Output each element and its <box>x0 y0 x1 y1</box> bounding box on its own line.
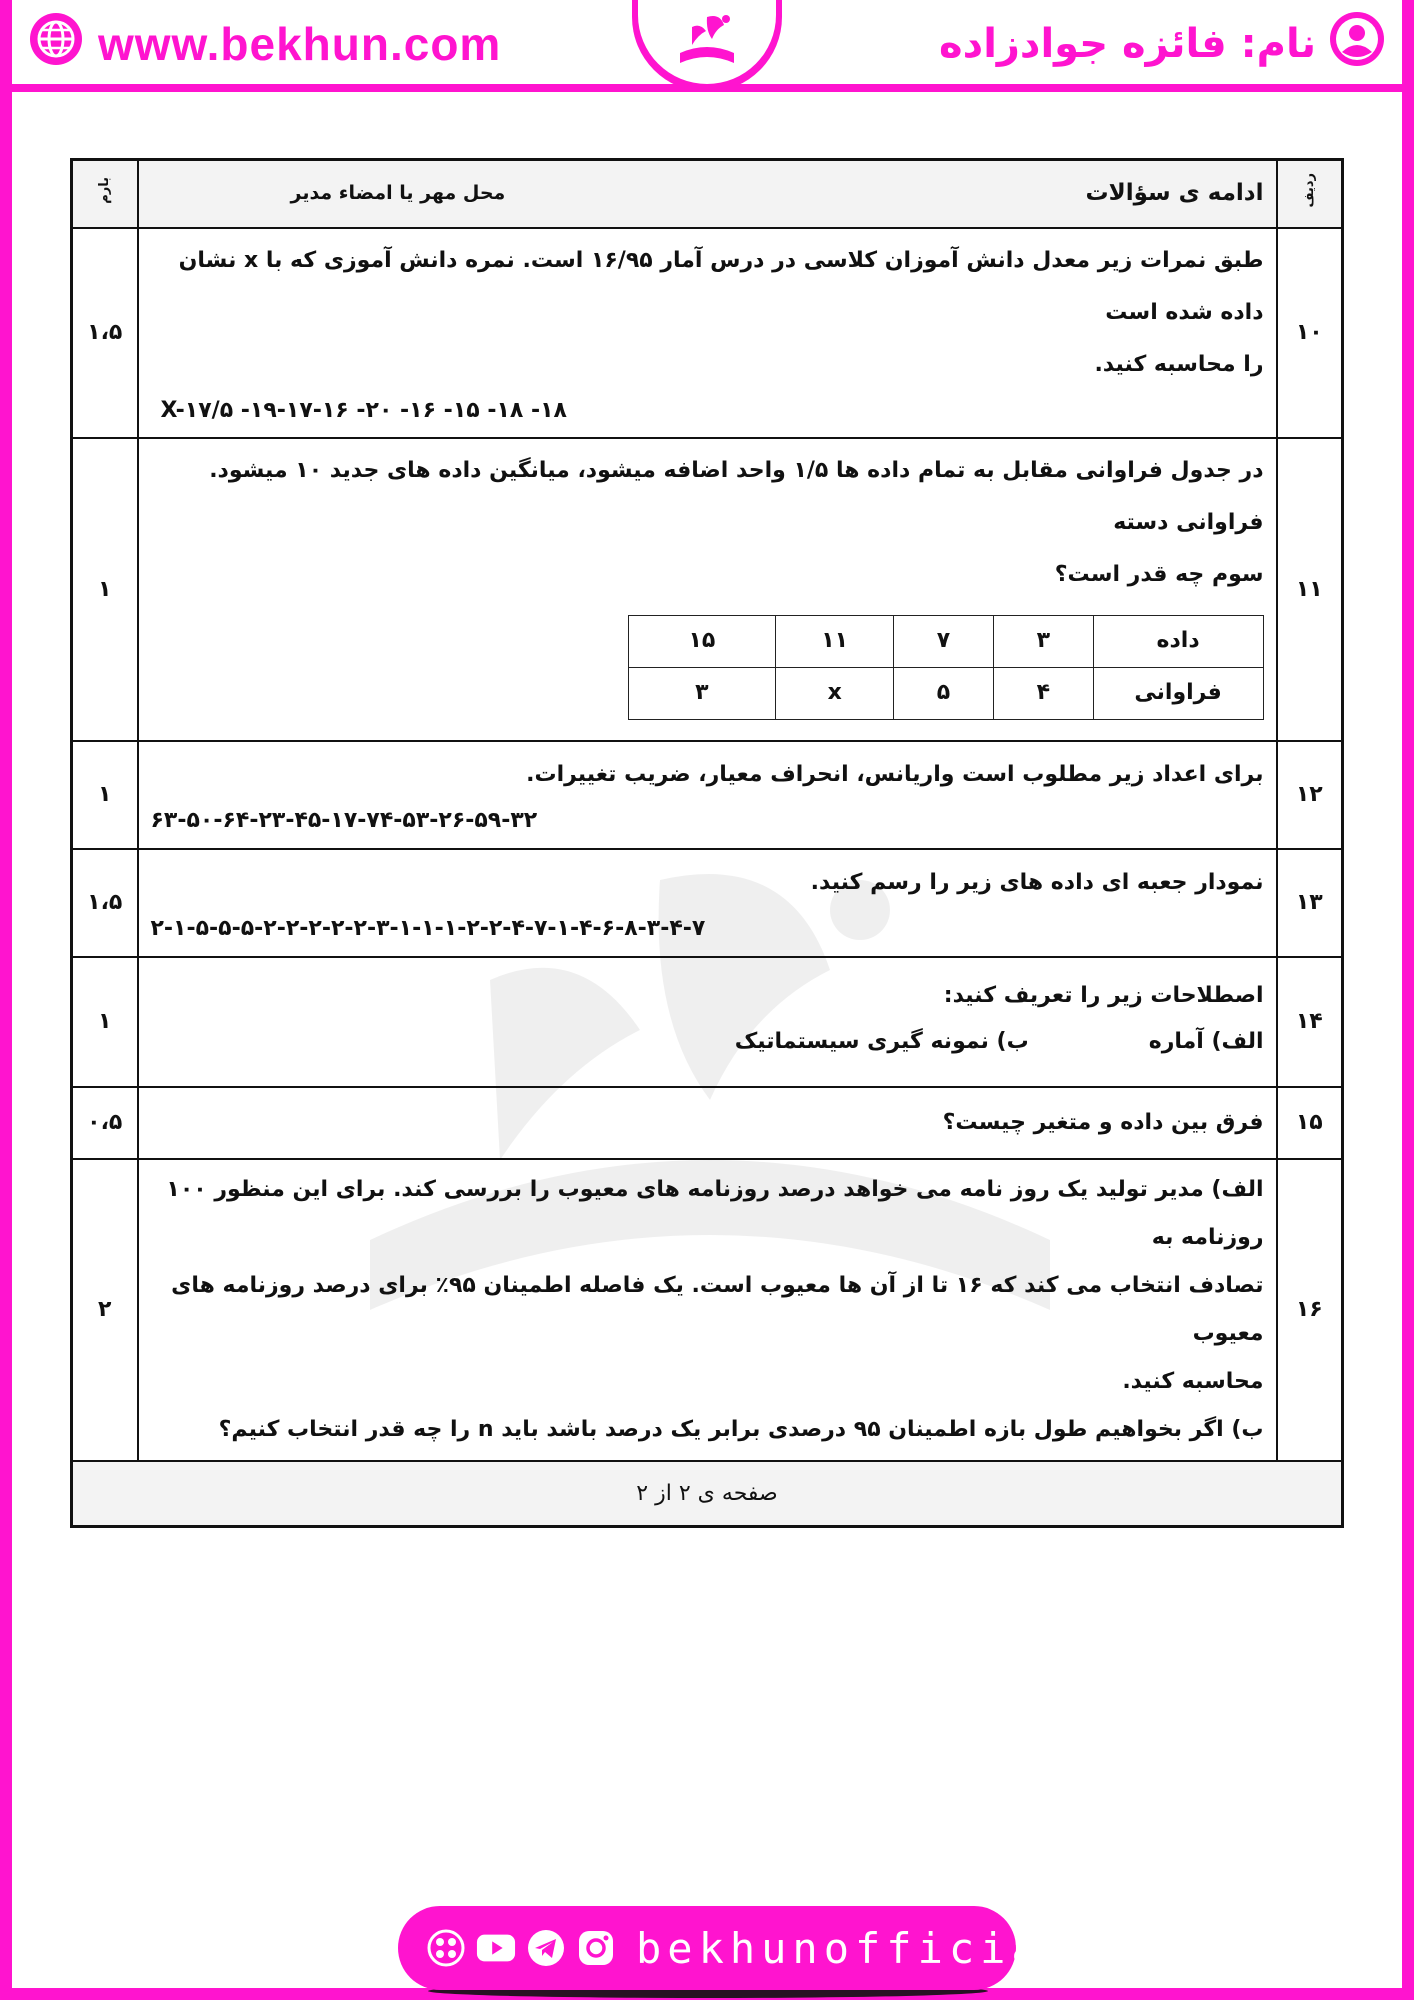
question-score: ۱ <box>72 957 138 1087</box>
question-body <box>138 741 1277 849</box>
title-cell <box>138 160 1277 228</box>
question-text: در جدول فراوانی مقابل به تمام داده ها ۱/۵ واحد اضافه میشود، میانگین داده های جدید ۱۰ میشود. فراوانی دسته <box>209 457 1264 535</box>
question-number: ۱۱ <box>1277 438 1343 741</box>
section-title: ادامه ی سؤالات <box>1085 180 1264 207</box>
question-number: ۱۲ <box>1277 741 1343 849</box>
question-row <box>72 228 1343 438</box>
exam-table <box>70 158 1344 1528</box>
question-score: ۱،۵ <box>72 228 138 438</box>
question-body <box>138 1159 1277 1461</box>
question-row <box>72 741 1343 849</box>
freq-cell: ۱۵ <box>628 615 776 667</box>
book-logo-icon <box>662 5 752 79</box>
table-header-row <box>72 160 1343 228</box>
website-text: www.bekhun.com <box>98 18 502 70</box>
question-body <box>138 957 1277 1087</box>
score-header-cell: بارم <box>72 160 138 228</box>
question-number: ۱۴ <box>1277 957 1343 1087</box>
question-text: تصادف انتخاب می کند که ۱۶ تا از آن ها معیوب است. یک فاصله اطمینان ۹۵٪ برای درصد روزنامه های معیوب <box>171 1272 1264 1346</box>
question-score: ۱ <box>72 438 138 741</box>
question-score: ۱،۵ <box>72 849 138 957</box>
name-label: نام: فائزه جوادزاده <box>939 21 1316 67</box>
aparat-icon[interactable] <box>426 1928 466 1968</box>
question-text: را محاسبه کنید. <box>1094 351 1264 377</box>
question-text: ب) اگر بخواهیم طول بازه اطمینان ۹۵ درصدی برابر یک درصد باشد باید n را چه قدر انتخاب کنیم؟ <box>218 1416 1264 1442</box>
freq-cell: ۷ <box>894 615 994 667</box>
freq-cell: داده <box>1093 615 1263 667</box>
telegram-icon[interactable] <box>526 1928 566 1968</box>
question-numbers: ۶۳-۵۰-۶۴-۲۳-۴۵-۱۷-۷۴-۵۳-۲۶-۵۹-۳۲ <box>150 807 538 833</box>
question-text: برای اعداد زیر مطلوب است واریانس، انحراف معیار، ضریب تغییرات. <box>526 761 1264 787</box>
social-handle[interactable]: bekhunofficial <box>636 1923 1075 1973</box>
question-text: فرق بین داده و متغیر چیست؟ <box>942 1109 1264 1135</box>
question-number: ۱۰ <box>1277 228 1343 438</box>
question-row <box>72 438 1343 741</box>
question-row <box>72 1087 1343 1159</box>
freq-cell: ۳ <box>628 667 776 719</box>
freq-cell: ۳ <box>993 615 1093 667</box>
page-indicator: صفحه ی ۲ از ۲ <box>72 1461 1343 1527</box>
row-header-cell: ردیف <box>1277 160 1343 228</box>
student-name <box>939 14 1386 74</box>
question-text: سوم چه قدر است؟ <box>1054 561 1264 587</box>
question-number: ۱۳ <box>1277 849 1343 957</box>
question-score: ۱ <box>72 741 138 849</box>
freq-cell: ۱۱ <box>776 615 894 667</box>
website-link[interactable] <box>28 16 501 72</box>
youtube-icon[interactable] <box>476 1928 516 1968</box>
frequency-table <box>628 615 1264 720</box>
question-text: طبق نمرات زیر معدل دانش آموزان کلاسی در درس آمار ۱۶/۹۵ است. نمره دانش آموزی که با x نشان داده شده است <box>178 247 1264 325</box>
question-numbers: X-۱۷/۵ -۱۹-۱۷-۱۶ -۲۰ -۱۶ -۱۵ -۱۸ -۱۸ <box>160 397 567 423</box>
question-body <box>138 849 1277 957</box>
question-body <box>138 438 1277 741</box>
frequency-row-freq <box>628 667 1263 719</box>
question-score: ۰،۵ <box>72 1087 138 1159</box>
term-b: ب) نمونه گیری سیستماتیک <box>734 1028 1029 1054</box>
question-numbers: ۲-۱-۵-۵-۵-۲-۲-۲-۲-۲-۳-۱-۱-۱-۲-۲-۴-۷-۱-۴-۶-۸-۳-۴-۷ <box>150 915 706 941</box>
question-text: نمودار جعبه ای داده های زیر را رسم کنید. <box>810 869 1264 895</box>
question-body <box>138 1087 1277 1159</box>
freq-cell: ۵ <box>894 667 994 719</box>
question-body <box>138 228 1277 438</box>
question-score: ۲ <box>72 1159 138 1461</box>
question-text: محاسبه کنید. <box>1122 1368 1264 1394</box>
freq-cell: x <box>776 667 894 719</box>
question-row <box>72 849 1343 957</box>
sign-label: محل مهر یا امضاء مدیر <box>290 182 506 205</box>
freq-cell: فراوانی <box>1093 667 1263 719</box>
instagram-icon[interactable] <box>576 1928 616 1968</box>
frequency-row-data <box>628 615 1263 667</box>
term-a: الف) آماره <box>1148 1028 1264 1054</box>
freq-cell: ۴ <box>993 667 1093 719</box>
question-row <box>72 957 1343 1087</box>
terms-list <box>151 1016 1264 1068</box>
question-row <box>72 1159 1343 1461</box>
table-footer-row <box>72 1461 1343 1527</box>
question-number: ۱۶ <box>1277 1159 1343 1461</box>
user-icon <box>1328 10 1386 78</box>
social-bar <box>398 1906 1075 1990</box>
globe-icon <box>28 11 84 78</box>
question-text: الف) مدیر تولید یک روز نامه می خواهد درصد روزنامه های معیوب را بررسی کند. برای این منظور ۱۰۰ روزنامه به <box>166 1176 1264 1250</box>
question-text: اصطلاحات زیر را تعریف کنید: <box>943 982 1264 1008</box>
question-number: ۱۵ <box>1277 1087 1343 1159</box>
